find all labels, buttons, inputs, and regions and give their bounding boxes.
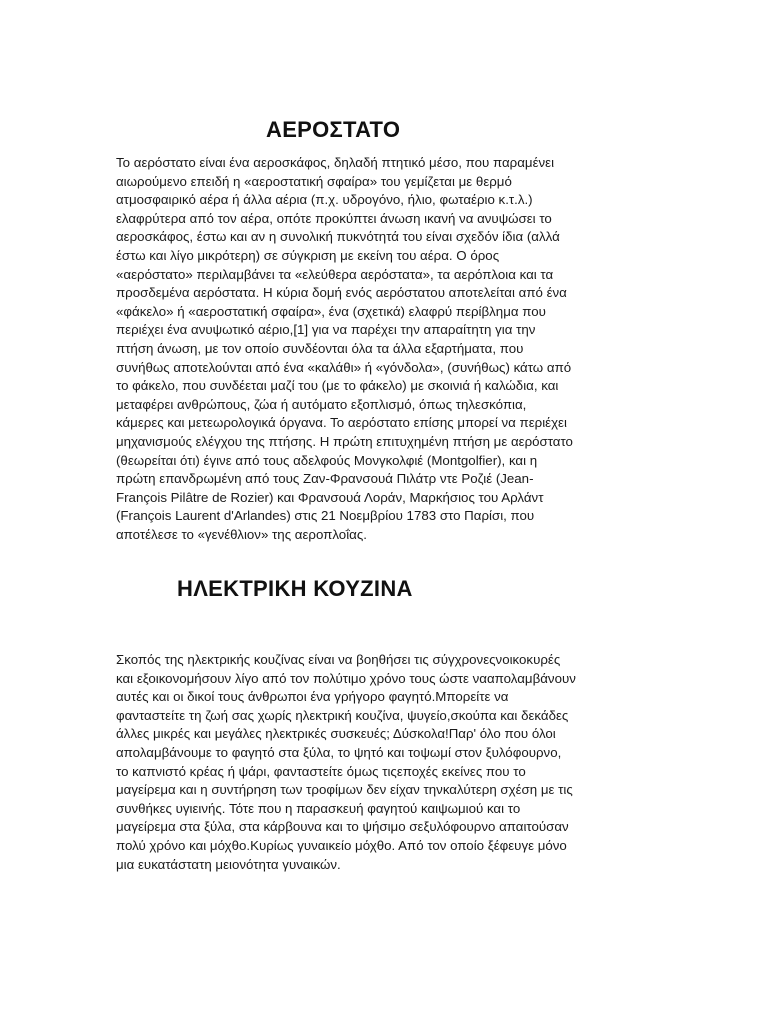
paragraph-line: μεταφέρει ανθρώπους, ζώα ή αυτόματο εξοπλισμό, όπως τηλεσκόπια, bbox=[116, 396, 527, 412]
paragraph-line: μαγείρεμα και η συντήρηση των τροφίμων δεν είχαν τηνκαλύτερη σχέση με τις bbox=[116, 782, 573, 798]
paragraph-line: αιωρούμενο επειδή η «αεροστατική σφαίρα» του γεμίζεται με θερμό bbox=[116, 173, 512, 189]
paragraph-line: αεροσκάφος, έστω και αν η συνολική πυκνότητά του είναι σχεδόν ίδια (αλλά bbox=[116, 229, 560, 245]
paragraph-line: (François Laurent d'Arlandes) στις 21 Νοεμβρίου 1783 στο Παρίσι, που bbox=[116, 508, 535, 524]
section-title-aerostato: ΑΕΡΟΣΤΑΤΟ bbox=[266, 117, 401, 142]
section-title-electric-kitchen: ΗΛΕΚΤΡΙΚΗ ΚΟΥΖΙΝΑ bbox=[177, 576, 413, 601]
paragraph-line: αυτές και οι δικοί τους άνθρωποι ένα γρήγορο φαγητό.Μπορείτε να bbox=[116, 689, 509, 705]
paragraph-line: (θεωρείται ότι) έγινε από τους αδελφούς Μονγκολφιέ (Montgolfier), και η bbox=[116, 452, 538, 468]
paragraph-line: Το αερόστατο είναι ένα αεροσκάφος, δηλαδή πτητικό μέσο, που παραμένει bbox=[116, 155, 555, 170]
paragraph-line: προσδεμένα αερόστατα. Η κύρια δομή ενός αερόστατου αποτελείται από ένα bbox=[116, 285, 567, 301]
paragraph-electric-kitchen bbox=[116, 651, 576, 874]
paragraph-line: πρώτη επανδρωμένη από τους Ζαν-Φρανσουά Πιλάτρ ντε Ροζιέ (Jean- bbox=[116, 471, 534, 487]
paragraph-line: συνθήκες υγιεινής. Τότε που η παρασκευή φαγητού καιψωμιού και το bbox=[116, 800, 521, 816]
paragraph-line: άλλες μικρές και μεγάλες ηλεκτρικές συσκευές; Δύσκολα!Παρ' όλο που όλοι bbox=[116, 726, 556, 742]
paragraph-aerostato bbox=[116, 154, 573, 544]
paragraph-line: μαγείρεμα στα ξύλα, στα κάρβουνα και το ψήσιμο σεξυλόφουρνο απαιτούσαν bbox=[116, 819, 569, 835]
paragraph-line: μια ευκατάστατη μειονότητα γυναικών. bbox=[116, 856, 341, 872]
paragraph-line: αποτέλεσε το «γενέθλιον» της αεροπλοΐας. bbox=[116, 526, 367, 542]
paragraph-line: περιέχει ένα ανυψωτικό αέριο,[1] για να παρέχει την απαραίτητη για την bbox=[116, 322, 536, 338]
paragraph-line: ελαφρύτερα από τον αέρα, οπότε προκύπτει άνωση ικανή να ανυψώσει το bbox=[116, 210, 552, 226]
paragraph-line: και εξοικονομήσουν λίγο από τον πολύτιμο χρόνο τους ώστε νααπολαμβάνουν bbox=[116, 670, 576, 686]
paragraph-line: έστω και λίγο μικρότερη) σε σύγκριση με εκείνη του αέρα. Ο όρος bbox=[116, 247, 500, 263]
paragraph-line: απολαμβάνουμε το φαγητό στα ξύλα, το ψητό και τοψωμί στον ξυλόφουρνο, bbox=[116, 744, 562, 760]
paragraph-line: «αερόστατο» περιλαμβάνει τα «ελεύθερα αερόστατα», τα αερόπλοια και τα bbox=[116, 266, 554, 282]
paragraph-line: ατμοσφαιρικό αέρα ή άλλα αέρια (π.χ. υδρογόνο, ήλιο, φωταέριο κ.τ.λ.) bbox=[116, 192, 533, 208]
paragraph-line: «φάκελο» ή «αεροστατική σφαίρα», ένα (σχετικά) ελαφρύ περίβλημα που bbox=[116, 303, 546, 319]
paragraph-line: κάμερες και μετεωρολογικά όργανα. Το αερόστατο επίσης μπορεί να περιέχει bbox=[116, 415, 567, 431]
paragraph-line: φανταστείτε τη ζωή σας χωρίς ηλεκτρική κουζίνα, ψυγείο,σκούπα και δεκάδες bbox=[116, 707, 569, 723]
paragraph-line: πολύ χρόνο και μόχθο.Κυρίως γυναικείο μόχθο. Από τον οποίο ξέφευγε μόνο bbox=[116, 837, 567, 853]
paragraph-line: Σκοπός της ηλεκτρικής κουζίνας είναι να βοηθήσει τις σύγχρονεςνοικοκυρές bbox=[116, 652, 561, 667]
paragraph-line: πτήση άνωση, με τον οποίο συνδέονται όλα τα άλλα εξαρτήματα, που bbox=[116, 340, 524, 356]
paragraph-line: François Pilâtre de Rozier) και Φρανσουά Λοράν, Μαρκήσιος του Αρλάντ bbox=[116, 489, 544, 505]
paragraph-line: το καπνιστό κρέας ή ψάρι, φανταστείτε όμως τιςεποχές εκείνες που το bbox=[116, 763, 526, 779]
paragraph-line: συνήθως αποτελούνται από ένα «καλάθι» ή «γόνδολα», (συνήθως) κάτω από bbox=[116, 359, 572, 375]
paragraph-line: μηχανισμούς ελέγχου της πτήσης. Η πρώτη επιτυχημένη πτήση με αερόστατο bbox=[116, 433, 573, 449]
paragraph-line: το φάκελο, που συνδέεται μαζί του (με το φάκελο) με σκοινιά ή καλώδια, και bbox=[116, 378, 559, 394]
